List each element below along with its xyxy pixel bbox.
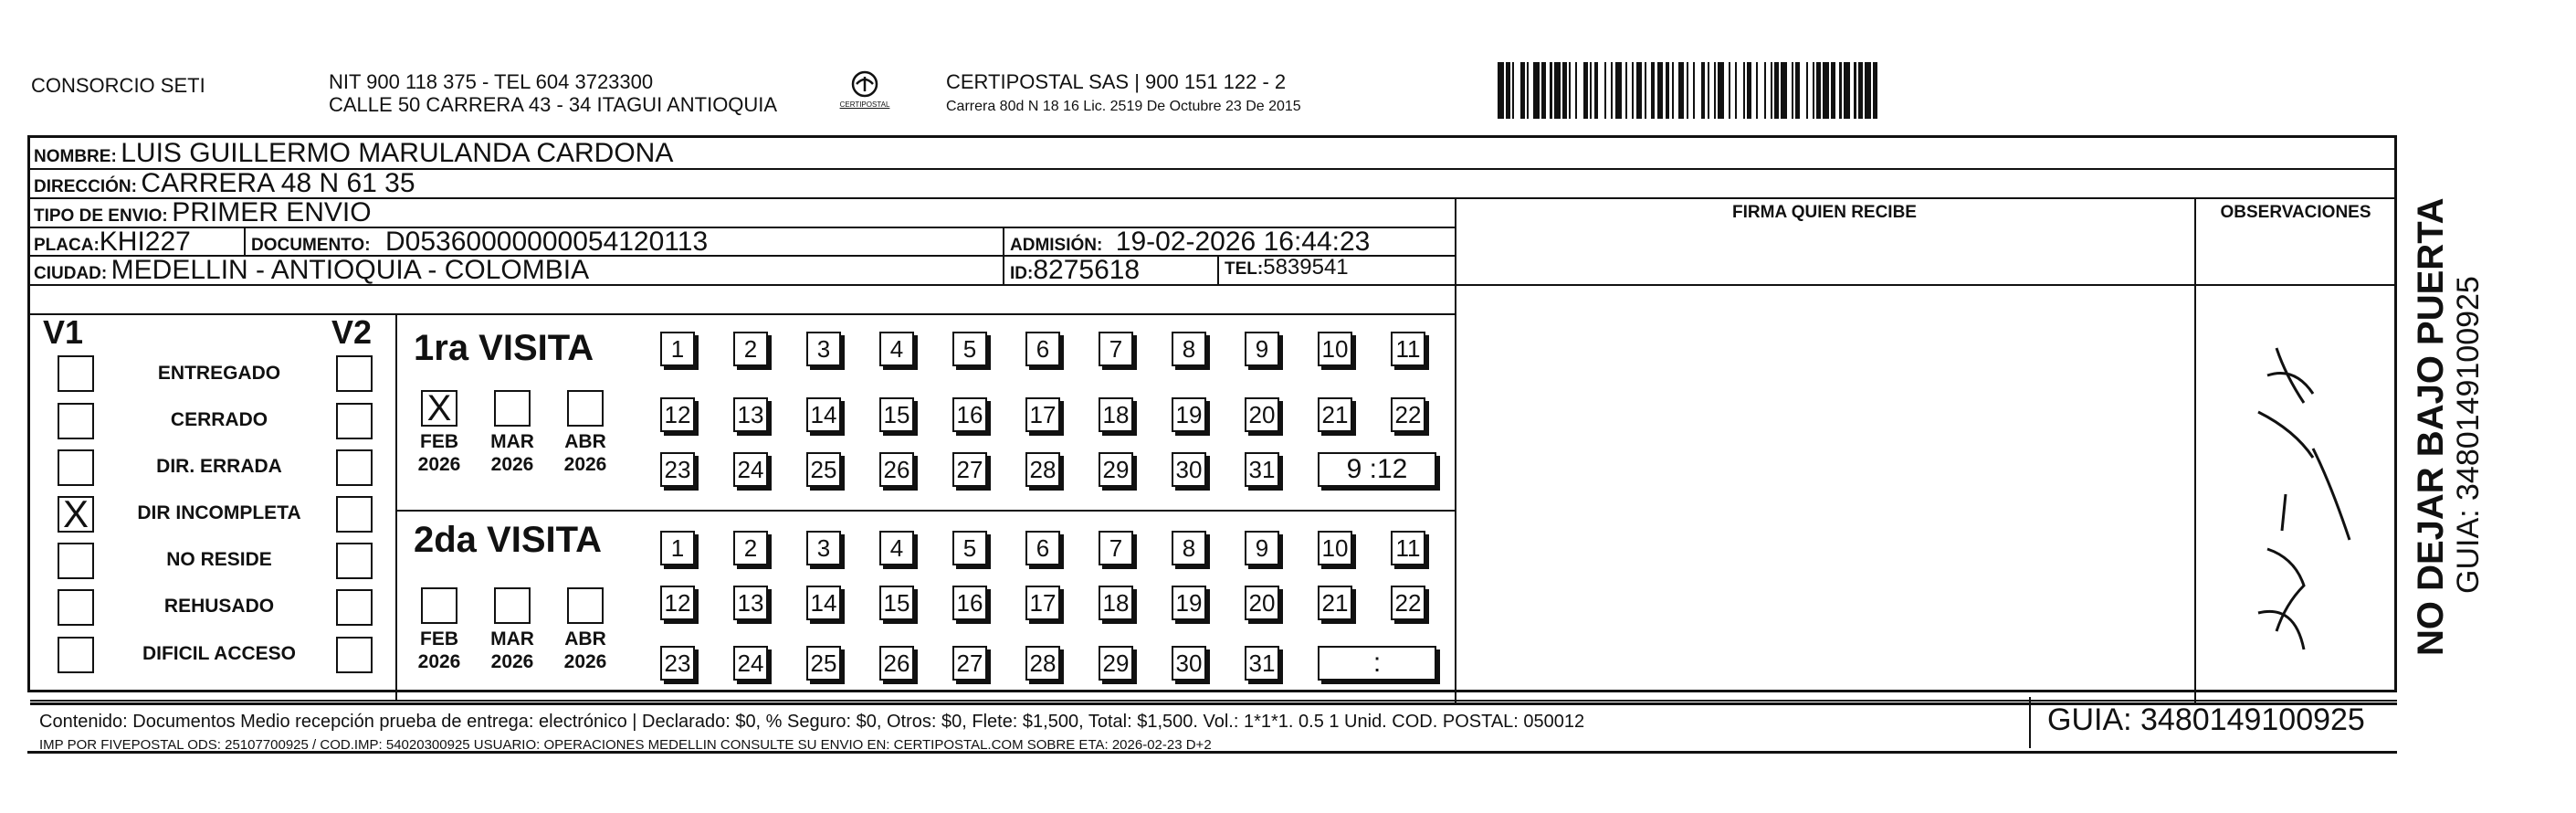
visit2-day-4[interactable]: 4 — [879, 531, 914, 565]
visit2-month-abr-box[interactable] — [567, 587, 604, 624]
tel-label: TEL: — [1225, 259, 1264, 279]
id-label: ID: — [1010, 264, 1034, 283]
visit2-day-8[interactable]: 8 — [1172, 531, 1206, 565]
visit1-day-18[interactable]: 18 — [1099, 397, 1133, 432]
visit1-day-4[interactable]: 4 — [879, 332, 914, 366]
visit2-day-26[interactable]: 26 — [879, 646, 914, 681]
visit1-month-mar: MAR 2026 — [490, 431, 534, 475]
certipostal-logo — [833, 69, 897, 113]
visit2-day-23[interactable]: 23 — [660, 646, 695, 681]
firma-header: FIRMA QUIEN RECIBE — [1732, 203, 1917, 222]
visit2-time-box[interactable]: : — [1318, 646, 1436, 681]
visit2-day-6[interactable]: 6 — [1025, 531, 1060, 565]
courier-line: CERTIPOSTAL SAS | 900 151 122 - 2 — [946, 70, 1287, 93]
barcode-bar — [1657, 62, 1664, 119]
visit1-day-17[interactable]: 17 — [1025, 397, 1060, 432]
visit1-month-feb: FEB 2026 — [417, 431, 461, 475]
barcode-bar — [1865, 62, 1871, 119]
address-line: CALLE 50 CARRERA 43 - 34 ITAGUI ANTIOQUIA — [329, 93, 778, 116]
visit2-day-18[interactable]: 18 — [1099, 586, 1133, 620]
visit1-day-16[interactable]: 16 — [952, 397, 987, 432]
visit1-month-abr-box[interactable] — [567, 390, 604, 427]
visit1-day-6[interactable]: 6 — [1025, 332, 1060, 366]
visit1-day-20[interactable]: 20 — [1245, 397, 1279, 432]
barcode-bar — [1695, 62, 1701, 119]
visit2-day-22[interactable]: 22 — [1391, 586, 1425, 620]
visit2-day-12[interactable]: 12 — [660, 586, 695, 620]
visit1-day-21[interactable]: 21 — [1318, 397, 1352, 432]
barcode-bar — [1758, 62, 1764, 119]
visit2-title: 2da VISITA — [414, 520, 602, 560]
barcode-bar — [1678, 62, 1685, 119]
barcode-bar — [1636, 62, 1643, 119]
visit2-day-27[interactable]: 27 — [952, 646, 987, 681]
v2-checkbox-rehusado[interactable] — [336, 589, 373, 626]
visit2-day-5[interactable]: 5 — [952, 531, 987, 565]
visit2-day-9[interactable]: 9 — [1245, 531, 1279, 565]
visit1-month-feb-box[interactable]: X — [421, 390, 457, 427]
status-rehusado: REHUSADO — [163, 596, 275, 617]
visit2-day-11[interactable]: 11 — [1391, 531, 1425, 565]
direccion-row — [34, 168, 415, 199]
barcode — [1498, 62, 2201, 119]
visit2-day-24[interactable]: 24 — [733, 646, 768, 681]
barcode-bar — [1737, 62, 1743, 119]
visit1-day-31[interactable]: 31 — [1245, 452, 1279, 487]
visit2-day-29[interactable]: 29 — [1099, 646, 1133, 681]
v1-checkbox-dificil-acceso[interactable] — [58, 637, 94, 673]
visit1-day-10[interactable]: 10 — [1318, 332, 1352, 366]
nombre-value: LUIS GUILLERMO MARULANDA CARDONA — [121, 138, 674, 168]
v2-checkbox-entregado[interactable] — [336, 355, 373, 392]
visit2-day-19[interactable]: 19 — [1172, 586, 1206, 620]
visit1-day-27[interactable]: 27 — [952, 452, 987, 487]
status-entregado: ENTREGADO — [157, 363, 281, 384]
barcode-bar — [1598, 62, 1604, 119]
observaciones-header: OBSERVACIONES — [2220, 203, 2371, 222]
nit-line: NIT 900 118 375 - TEL 604 3723300 — [329, 70, 654, 93]
no-dejar-bajo-puerta: NO DEJAR BAJO PUERTA — [2411, 197, 2451, 656]
direccion-label: DIRECCIÓN: — [34, 177, 137, 196]
v2-label: V2 — [331, 313, 373, 351]
ciudad-value: MEDELLIN - ANTIOQUIA - COLOMBIA — [110, 255, 590, 285]
tel-value: 5839541 — [1263, 255, 1349, 280]
barcode-bar — [1615, 62, 1622, 119]
visit2-month-abr: ABR 2026 — [563, 628, 607, 672]
direccion-value: CARRERA 48 N 61 35 — [141, 168, 415, 198]
barcode-bar — [1498, 62, 1504, 119]
visit1-title: 1ra VISITA — [414, 328, 594, 368]
visit2-day-30[interactable]: 30 — [1172, 646, 1206, 681]
bottom-border — [27, 751, 2397, 754]
barcode-bar — [1554, 62, 1561, 119]
visit1-day-15[interactable]: 15 — [879, 397, 914, 432]
visit1-day-14[interactable]: 14 — [806, 397, 841, 432]
v2-checkbox-no-reside[interactable] — [336, 543, 373, 579]
visit1-day-24[interactable]: 24 — [733, 452, 768, 487]
visit2-day-17[interactable]: 17 — [1025, 586, 1060, 620]
visit2-day-16[interactable]: 16 — [952, 586, 987, 620]
visit1-day-12[interactable]: 12 — [660, 397, 695, 432]
visit1-month-mar-box[interactable] — [494, 390, 531, 427]
license-line: Carrera 80d N 18 16 Lic. 2519 De Octubre 23 De 2015 — [946, 99, 1301, 114]
visit2-day-13[interactable]: 13 — [733, 586, 768, 620]
status-dir-incompleta: DIR INCOMPLETA — [137, 502, 301, 523]
documento-row — [251, 227, 708, 258]
id-value: 8275618 — [1033, 255, 1141, 285]
admision-row — [1010, 227, 1370, 258]
visit2-day-7[interactable]: 7 — [1099, 531, 1133, 565]
visit1-day-25[interactable]: 25 — [806, 452, 841, 487]
contenido-line: Contenido: Documentos Medio recepción prueba de entrega: electrónico | Declarado: $0, % Seguro: $0, Otros: $0, Flete: $1,500, Total: $1,500. Vol.: 1*1*1. 0.5 1 Unid. COD. POSTAL: 050012 — [39, 712, 1585, 732]
visit1-time-box[interactable]: 9 :12 — [1318, 452, 1436, 487]
admision-value: 19-02-2026 16:44:23 — [1115, 227, 1371, 257]
ciudad-row — [34, 255, 589, 286]
placa-row — [34, 227, 191, 258]
status-dir-errada: DIR. ERRADA — [156, 456, 282, 477]
v1-checkbox-dir-incompleta[interactable]: X — [58, 496, 94, 533]
barcode-bar — [1877, 62, 1879, 119]
visit2-day-1[interactable]: 1 — [660, 531, 695, 565]
status-no-reside: NO RESIDE — [166, 549, 272, 570]
visit2-day-20[interactable]: 20 — [1245, 586, 1279, 620]
visit2-day-14[interactable]: 14 — [806, 586, 841, 620]
placa-label: PLACA: — [34, 236, 100, 255]
barcode-bar — [1533, 62, 1540, 119]
tel-row — [1225, 255, 1349, 280]
barcode-bar — [1823, 62, 1829, 119]
barcode-bar — [1781, 62, 1787, 119]
visit2-month-mar-box[interactable] — [494, 587, 531, 624]
v2-checkbox-dir-incompleta[interactable] — [336, 496, 373, 533]
visit1-day-28[interactable]: 28 — [1025, 452, 1060, 487]
ciudad-label: CIUDAD: — [34, 264, 108, 283]
visit1-day-2[interactable]: 2 — [733, 332, 768, 366]
visit2-month-mar: MAR 2026 — [490, 628, 534, 672]
visit1-day-30[interactable]: 30 — [1172, 452, 1206, 487]
visit1-month-abr: ABR 2026 — [563, 431, 607, 475]
visit2-day-10[interactable]: 10 — [1318, 531, 1352, 565]
tipo-row — [34, 197, 372, 228]
v1-label: V1 — [43, 313, 84, 351]
nombre-label: NOMBRE: — [34, 147, 117, 166]
barcode-bar — [1577, 62, 1583, 119]
v1-checkbox-entregado[interactable] — [58, 355, 94, 392]
visit1-day-13[interactable]: 13 — [733, 397, 768, 432]
v2-checkbox-dificil-acceso[interactable] — [336, 637, 373, 673]
visit2-day-25[interactable]: 25 — [806, 646, 841, 681]
barcode-bar — [1800, 62, 1806, 119]
v1-checkbox-no-reside[interactable] — [58, 543, 94, 579]
observation-handwriting — [2213, 311, 2386, 677]
company-name: CONSORCIO SETI — [31, 74, 205, 97]
visit1-day-11[interactable]: 11 — [1391, 332, 1425, 366]
barcode-bar — [1718, 62, 1724, 119]
v2-checkbox-cerrado[interactable] — [336, 403, 373, 439]
id-row — [1010, 255, 1140, 286]
visit1-day-26[interactable]: 26 — [879, 452, 914, 487]
visit2-month-feb: FEB 2026 — [417, 628, 461, 672]
tipo-value: PRIMER ENVIO — [172, 197, 372, 227]
barcode-bar — [1514, 62, 1520, 119]
visit1-day-22[interactable]: 22 — [1391, 397, 1425, 432]
tipo-label: TIPO DE ENVIO: — [34, 206, 168, 226]
visit2-day-31[interactable]: 31 — [1245, 646, 1279, 681]
status-cerrado: CERRADO — [170, 409, 268, 430]
logo-text: CERTIPOSTAL — [839, 100, 890, 109]
imp-line: IMP POR FIVEPOSTAL ODS: 25107700925 / COD.IMP: 54020300925 USUARIO: OPERACIONES MEDELLIN CONSULTE SU ENVIO EN: CERTIPOSTAL.COM SOBRE ETA: 2026-02-23 D+2 — [39, 737, 1212, 753]
v1-checkbox-rehusado[interactable] — [58, 589, 94, 626]
documento-value: D05360000000054120113 — [385, 227, 709, 257]
visit1-day-3[interactable]: 3 — [806, 332, 841, 366]
visit1-day-7[interactable]: 7 — [1099, 332, 1133, 366]
documento-label: DOCUMENTO: — [251, 236, 371, 255]
visit1-day-5[interactable]: 5 — [952, 332, 987, 366]
v1-checkbox-cerrado[interactable] — [58, 403, 94, 439]
side-guia: GUIA: 3480149100925 — [2451, 276, 2486, 594]
visit2-day-28[interactable]: 28 — [1025, 646, 1060, 681]
visit2-day-21[interactable]: 21 — [1318, 586, 1352, 620]
visit2-day-3[interactable]: 3 — [806, 531, 841, 565]
visit1-day-23[interactable]: 23 — [660, 452, 695, 487]
visit2-day-15[interactable]: 15 — [879, 586, 914, 620]
visit1-day-9[interactable]: 9 — [1245, 332, 1279, 366]
visit1-day-19[interactable]: 19 — [1172, 397, 1206, 432]
v2-checkbox-dir-errada[interactable] — [336, 449, 373, 486]
footer-guia: GUIA: 3480149100925 — [2047, 702, 2365, 737]
placa-value: KHI227 — [99, 227, 191, 257]
status-dificil-acceso: DIFICIL ACCESO — [142, 643, 296, 664]
visit1-day-29[interactable]: 29 — [1099, 452, 1133, 487]
barcode-bar — [1844, 62, 1850, 119]
visit1-day-1[interactable]: 1 — [660, 332, 695, 366]
admision-label: ADMISIÓN: — [1010, 236, 1103, 255]
v1-checkbox-dir-errada[interactable] — [58, 449, 94, 486]
visit2-month-feb-box[interactable] — [421, 587, 457, 624]
nombre-row — [34, 138, 673, 169]
visit2-day-2[interactable]: 2 — [733, 531, 768, 565]
footer-guia-box — [2029, 697, 2394, 748]
visit1-day-8[interactable]: 8 — [1172, 332, 1206, 366]
